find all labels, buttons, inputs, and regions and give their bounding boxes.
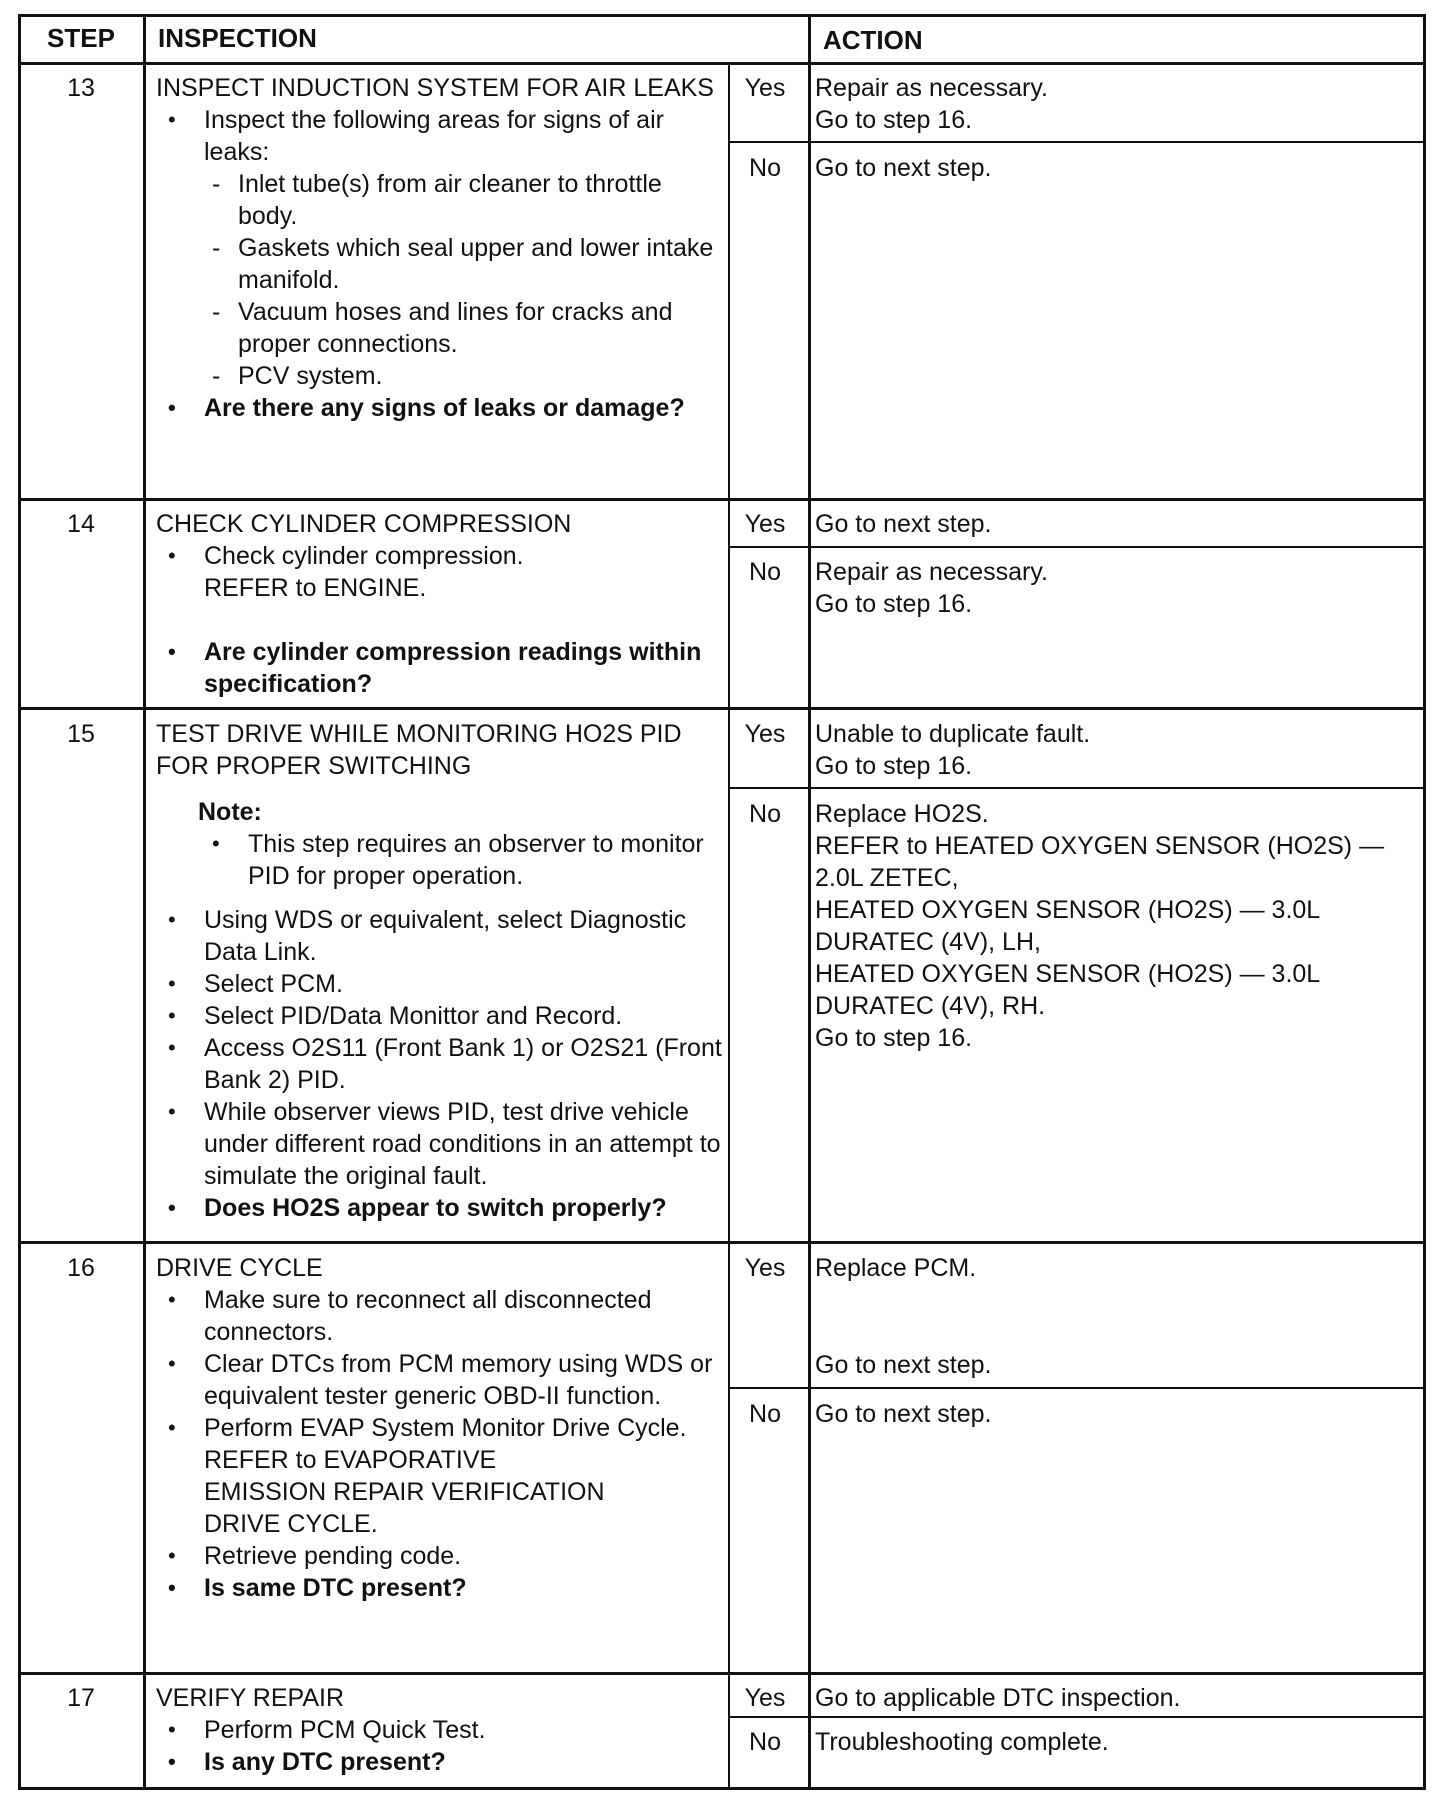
list-text: • Perform EVAP System Monitor Drive Cycle.: [204, 1414, 687, 1442]
action-line: Replace HO2S.: [815, 800, 989, 828]
step-number: 15: [67, 720, 95, 748]
no-action: [815, 556, 1415, 620]
col-divider-yesno: [728, 64, 730, 1790]
yes-label: Yes: [744, 510, 786, 538]
action-line: Unable to duplicate fault.: [815, 720, 1091, 748]
question: • Does HO2S appear to switch properly?: [156, 1192, 726, 1224]
list-text: • Check cylinder compression.: [204, 542, 524, 570]
list-item: • Select PID/Data Monittor and Record.: [156, 1000, 726, 1032]
header-step: STEP: [47, 23, 115, 53]
action-line: Replace PCM.: [815, 1254, 977, 1282]
row-divider: [18, 498, 1426, 501]
action-line: HEATED OXYGEN SENSOR (HO2S) — 3.0L DURATEC (4V), RH.: [815, 960, 1320, 1020]
step-number: 17: [67, 1684, 95, 1712]
action-line: Go to step 16.: [815, 106, 973, 134]
action-line: Go to next step.: [815, 510, 992, 538]
action-line: REFER to HEATED OXYGEN SENSOR (HO2S) — 2.0L ZETEC,: [815, 832, 1385, 892]
header-inspection: INSPECTION: [158, 23, 317, 53]
action-line: Go to next step.: [815, 1351, 992, 1379]
yesno-divider: [728, 1387, 1426, 1389]
yes-action-continued: [815, 1349, 1415, 1381]
no-action: [815, 1726, 1415, 1758]
sub-item: - Vacuum hoses and lines for cracks and proper connections.: [156, 296, 726, 360]
list-item: • While observer views PID, test drive vehicle under different road conditions in an attempt to simulate the original fault.: [156, 1096, 726, 1192]
action-line: Troubleshooting complete.: [815, 1728, 1109, 1756]
question: • Is same DTC present?: [156, 1572, 726, 1604]
col-divider-action: [808, 14, 811, 1790]
refer-text: REFER to EVAPORATIVE: [204, 1446, 497, 1474]
yesno-divider: [728, 141, 1426, 143]
refer-text: REFER to ENGINE.: [204, 574, 427, 602]
list-item: • Make sure to reconnect all disconnected connectors.: [156, 1284, 726, 1348]
action-line: Go to applicable DTC inspection.: [815, 1684, 1181, 1712]
action-line: Repair as necessary.: [815, 74, 1048, 102]
yes-action: [815, 508, 1415, 540]
sub-item: - PCV system.: [156, 360, 726, 392]
list-item: • Clear DTCs from PCM memory using WDS or equivalent tester generic OBD-II function.: [156, 1348, 726, 1412]
action-line: Go to next step.: [815, 154, 992, 182]
inspection-title: DRIVE CYCLE: [156, 1254, 323, 1282]
inspection-title: INSPECT INDUCTION SYSTEM FOR AIR LEAKS: [156, 74, 714, 102]
no-action: [815, 798, 1415, 1054]
inspection-title: TEST DRIVE WHILE MONITORING HO2S PID FOR PROPER SWITCHING: [156, 720, 682, 780]
inspection-cell: [156, 718, 726, 1224]
yes-label: Yes: [744, 720, 786, 748]
inspection-cell: [156, 508, 726, 700]
no-label: No: [749, 1728, 781, 1756]
no-label: No: [749, 800, 781, 828]
list-item: • Retrieve pending code.: [156, 1540, 726, 1572]
yes-action: [815, 1252, 1415, 1284]
question: • Are there any signs of leaks or damage?: [156, 392, 726, 424]
row-divider: [18, 1241, 1426, 1244]
row-divider: [18, 1672, 1426, 1675]
no-label: No: [749, 558, 781, 586]
note-heading: Note:: [198, 798, 262, 826]
inspection-title: CHECK CYLINDER COMPRESSION: [156, 510, 572, 538]
yes-action: [815, 1682, 1415, 1714]
refer-text: EMISSION REPAIR VERIFICATION: [204, 1478, 605, 1506]
list-item: [156, 1412, 726, 1540]
action-line: Go to step 16.: [815, 1024, 973, 1052]
header-divider: [18, 62, 1426, 65]
inspection-cell: [156, 1252, 726, 1604]
yes-label: Yes: [744, 1684, 786, 1712]
action-line: HEATED OXYGEN SENSOR (HO2S) — 3.0L DURATEC (4V), LH,: [815, 896, 1320, 956]
question: • Is any DTC present?: [156, 1746, 726, 1778]
yes-label: Yes: [744, 74, 786, 102]
row-divider: [18, 707, 1426, 710]
yes-action: [815, 72, 1415, 136]
action-line: Repair as necessary.: [815, 558, 1048, 586]
no-label: No: [749, 154, 781, 182]
yesno-divider: [728, 546, 1426, 548]
yes-action: [815, 718, 1415, 782]
action-line: Go to step 16.: [815, 590, 973, 618]
list-item: [156, 540, 726, 604]
step-number: 14: [67, 510, 95, 538]
inspection-cell: [156, 72, 726, 424]
list-item: • Using WDS or equivalent, select Diagnostic Data Link.: [156, 904, 726, 968]
no-action: [815, 152, 1415, 184]
question: • Are cylinder compression readings within specification?: [156, 636, 726, 700]
no-label: No: [749, 1400, 781, 1428]
header-action: ACTION: [823, 25, 923, 55]
inspection-title: VERIFY REPAIR: [156, 1684, 345, 1712]
sub-item: - Inlet tube(s) from air cleaner to throttle body.: [156, 168, 726, 232]
inspection-cell: [156, 1682, 726, 1778]
step-number: 13: [67, 74, 95, 102]
sub-item: - Gaskets which seal upper and lower intake manifold.: [156, 232, 726, 296]
col-divider-step: [143, 14, 146, 1790]
action-line: Go to next step.: [815, 1400, 992, 1428]
list-item: • Access O2S11 (Front Bank 1) or O2S21 (Front Bank 2) PID.: [156, 1032, 726, 1096]
refer-text: DRIVE CYCLE.: [204, 1510, 378, 1538]
list-item: • Perform PCM Quick Test.: [156, 1714, 726, 1746]
list-item: • Inspect the following areas for signs of air leaks:: [156, 104, 726, 168]
no-action: [815, 1398, 1415, 1430]
yesno-divider: [728, 1716, 1426, 1718]
list-item: • Select PCM.: [156, 968, 726, 1000]
step-number: 16: [67, 1254, 95, 1282]
yesno-divider: [728, 787, 1426, 789]
diagnostic-table: [18, 14, 1426, 1790]
action-line: Go to step 16.: [815, 752, 973, 780]
yes-label: Yes: [744, 1254, 786, 1282]
note-item: • This step requires an observer to monitor PID for proper operation.: [156, 828, 726, 892]
